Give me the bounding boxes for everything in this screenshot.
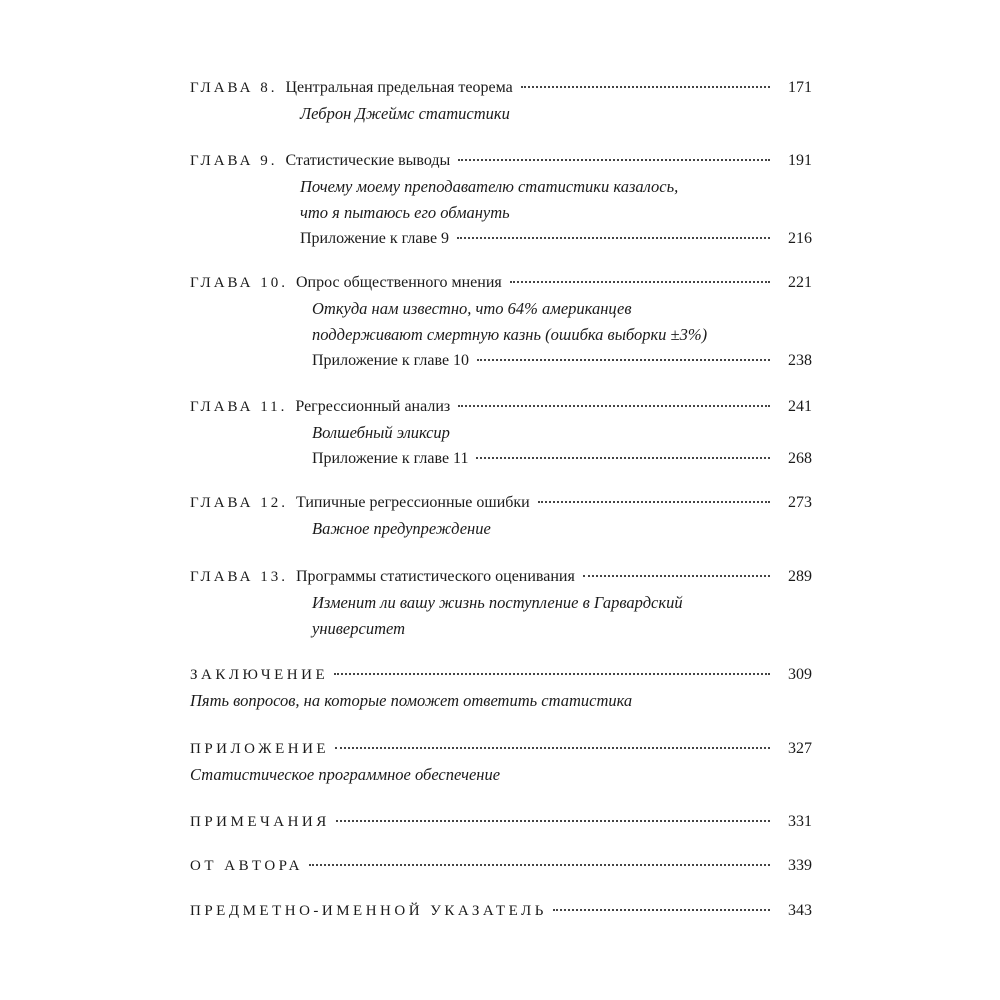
- table-of-contents: [190, 0, 812, 1000]
- dot-leader: [336, 820, 770, 822]
- chapter-subtitle: Волшебный эликсир: [312, 423, 450, 442]
- chapter-subtitle: Изменит ли вашу жизнь поступление в Гарвардский: [312, 593, 683, 612]
- toc-chapter-12[interactable]: [190, 490, 812, 542]
- page-number: 327: [788, 740, 812, 757]
- dot-leader: [538, 501, 770, 503]
- chapter-label: ГЛАВА 11.: [190, 399, 288, 415]
- chapter-subtitle: Откуда нам известно, что 64% американцев: [312, 299, 632, 318]
- section-subtitle: Статистическое программное обеспечение: [190, 765, 501, 784]
- page-number: 289: [788, 568, 812, 585]
- dot-leader: [458, 405, 770, 407]
- section-subtitle: Пять вопросов, на которые поможет ответить статистика: [190, 691, 633, 710]
- page-number: 216: [788, 230, 812, 247]
- section-label: ПРИЛОЖЕНИЕ: [190, 741, 330, 757]
- toc-index[interactable]: [190, 898, 812, 924]
- toc-notes[interactable]: [190, 809, 812, 835]
- appendix-title: Приложение к главе 9: [300, 230, 450, 247]
- dot-leader: [521, 86, 770, 88]
- dot-leader: [309, 864, 770, 866]
- chapter-label: ГЛАВА 9.: [190, 153, 278, 169]
- chapter-subtitle: Леброн Джеймс статистики: [300, 104, 510, 123]
- chapter-label: ГЛАВА 12.: [190, 495, 288, 511]
- page-number: 221: [788, 274, 812, 291]
- chapter-subtitle: что я пытаюсь его обмануть: [300, 203, 510, 222]
- dot-leader: [583, 575, 770, 577]
- chapter-label: ГЛАВА 10.: [190, 275, 288, 291]
- chapter-subtitle: Почему моему преподавателю статистики казалось,: [300, 177, 679, 196]
- toc-appendix[interactable]: [190, 736, 812, 788]
- chapter-label: ГЛАВА 8.: [190, 80, 278, 96]
- toc-appendix-9[interactable]: [300, 226, 812, 252]
- chapter-subtitle: Важное предупреждение: [312, 519, 491, 538]
- toc-chapter-9[interactable]: [190, 148, 812, 252]
- toc-appendix-11[interactable]: [312, 446, 812, 472]
- dot-leader: [335, 747, 770, 749]
- chapter-label: ГЛАВА 13.: [190, 569, 288, 585]
- chapter-title: Статистические выводы: [285, 152, 451, 169]
- chapter-title: Опрос общественного мнения: [295, 274, 502, 291]
- page-number: 191: [788, 152, 812, 169]
- page-number: 268: [788, 450, 812, 467]
- toc-conclusion[interactable]: [190, 662, 812, 714]
- page-number: 309: [788, 666, 812, 683]
- chapter-title: Регрессионный анализ: [295, 398, 451, 415]
- chapter-title: Программы статистического оценивания: [295, 568, 575, 585]
- page-number: 238: [788, 352, 812, 369]
- chapter-subtitle: университет: [312, 619, 406, 638]
- section-label: ПРЕДМЕТНО-ИМЕННОЙ УКАЗАТЕЛЬ: [190, 903, 547, 919]
- section-label: ЗАКЛЮЧЕНИЕ: [190, 667, 329, 683]
- dot-leader: [458, 159, 770, 161]
- section-label: ПРИМЕЧАНИЯ: [190, 814, 330, 830]
- section-label: ОТ АВТОРА: [190, 858, 303, 874]
- toc-chapter-11[interactable]: [190, 394, 812, 472]
- page-number: 273: [788, 494, 812, 511]
- toc-chapter-8[interactable]: [190, 75, 812, 127]
- chapter-subtitle: поддерживают смертную казнь (ошибка выборки ±3%): [312, 325, 708, 344]
- chapter-title: Центральная предельная теорема: [285, 79, 513, 96]
- dot-leader: [457, 237, 770, 239]
- toc-chapter-10[interactable]: [190, 270, 812, 374]
- page-number: 241: [788, 398, 812, 415]
- page-number: 331: [788, 813, 812, 830]
- page-number: 343: [788, 902, 812, 919]
- chapter-title: Типичные регрессионные ошибки: [295, 494, 530, 511]
- page-number: 171: [788, 79, 812, 96]
- dot-leader: [510, 281, 770, 283]
- dot-leader: [553, 909, 770, 911]
- dot-leader: [476, 457, 770, 459]
- dot-leader: [477, 359, 770, 361]
- appendix-title: Приложение к главе 10: [312, 352, 470, 369]
- appendix-title: Приложение к главе 11: [312, 450, 469, 467]
- toc-appendix-10[interactable]: [312, 348, 812, 374]
- page-number: 339: [788, 857, 812, 874]
- toc-from-author[interactable]: [190, 853, 812, 879]
- toc-chapter-13[interactable]: [190, 564, 812, 642]
- dot-leader: [334, 673, 770, 675]
